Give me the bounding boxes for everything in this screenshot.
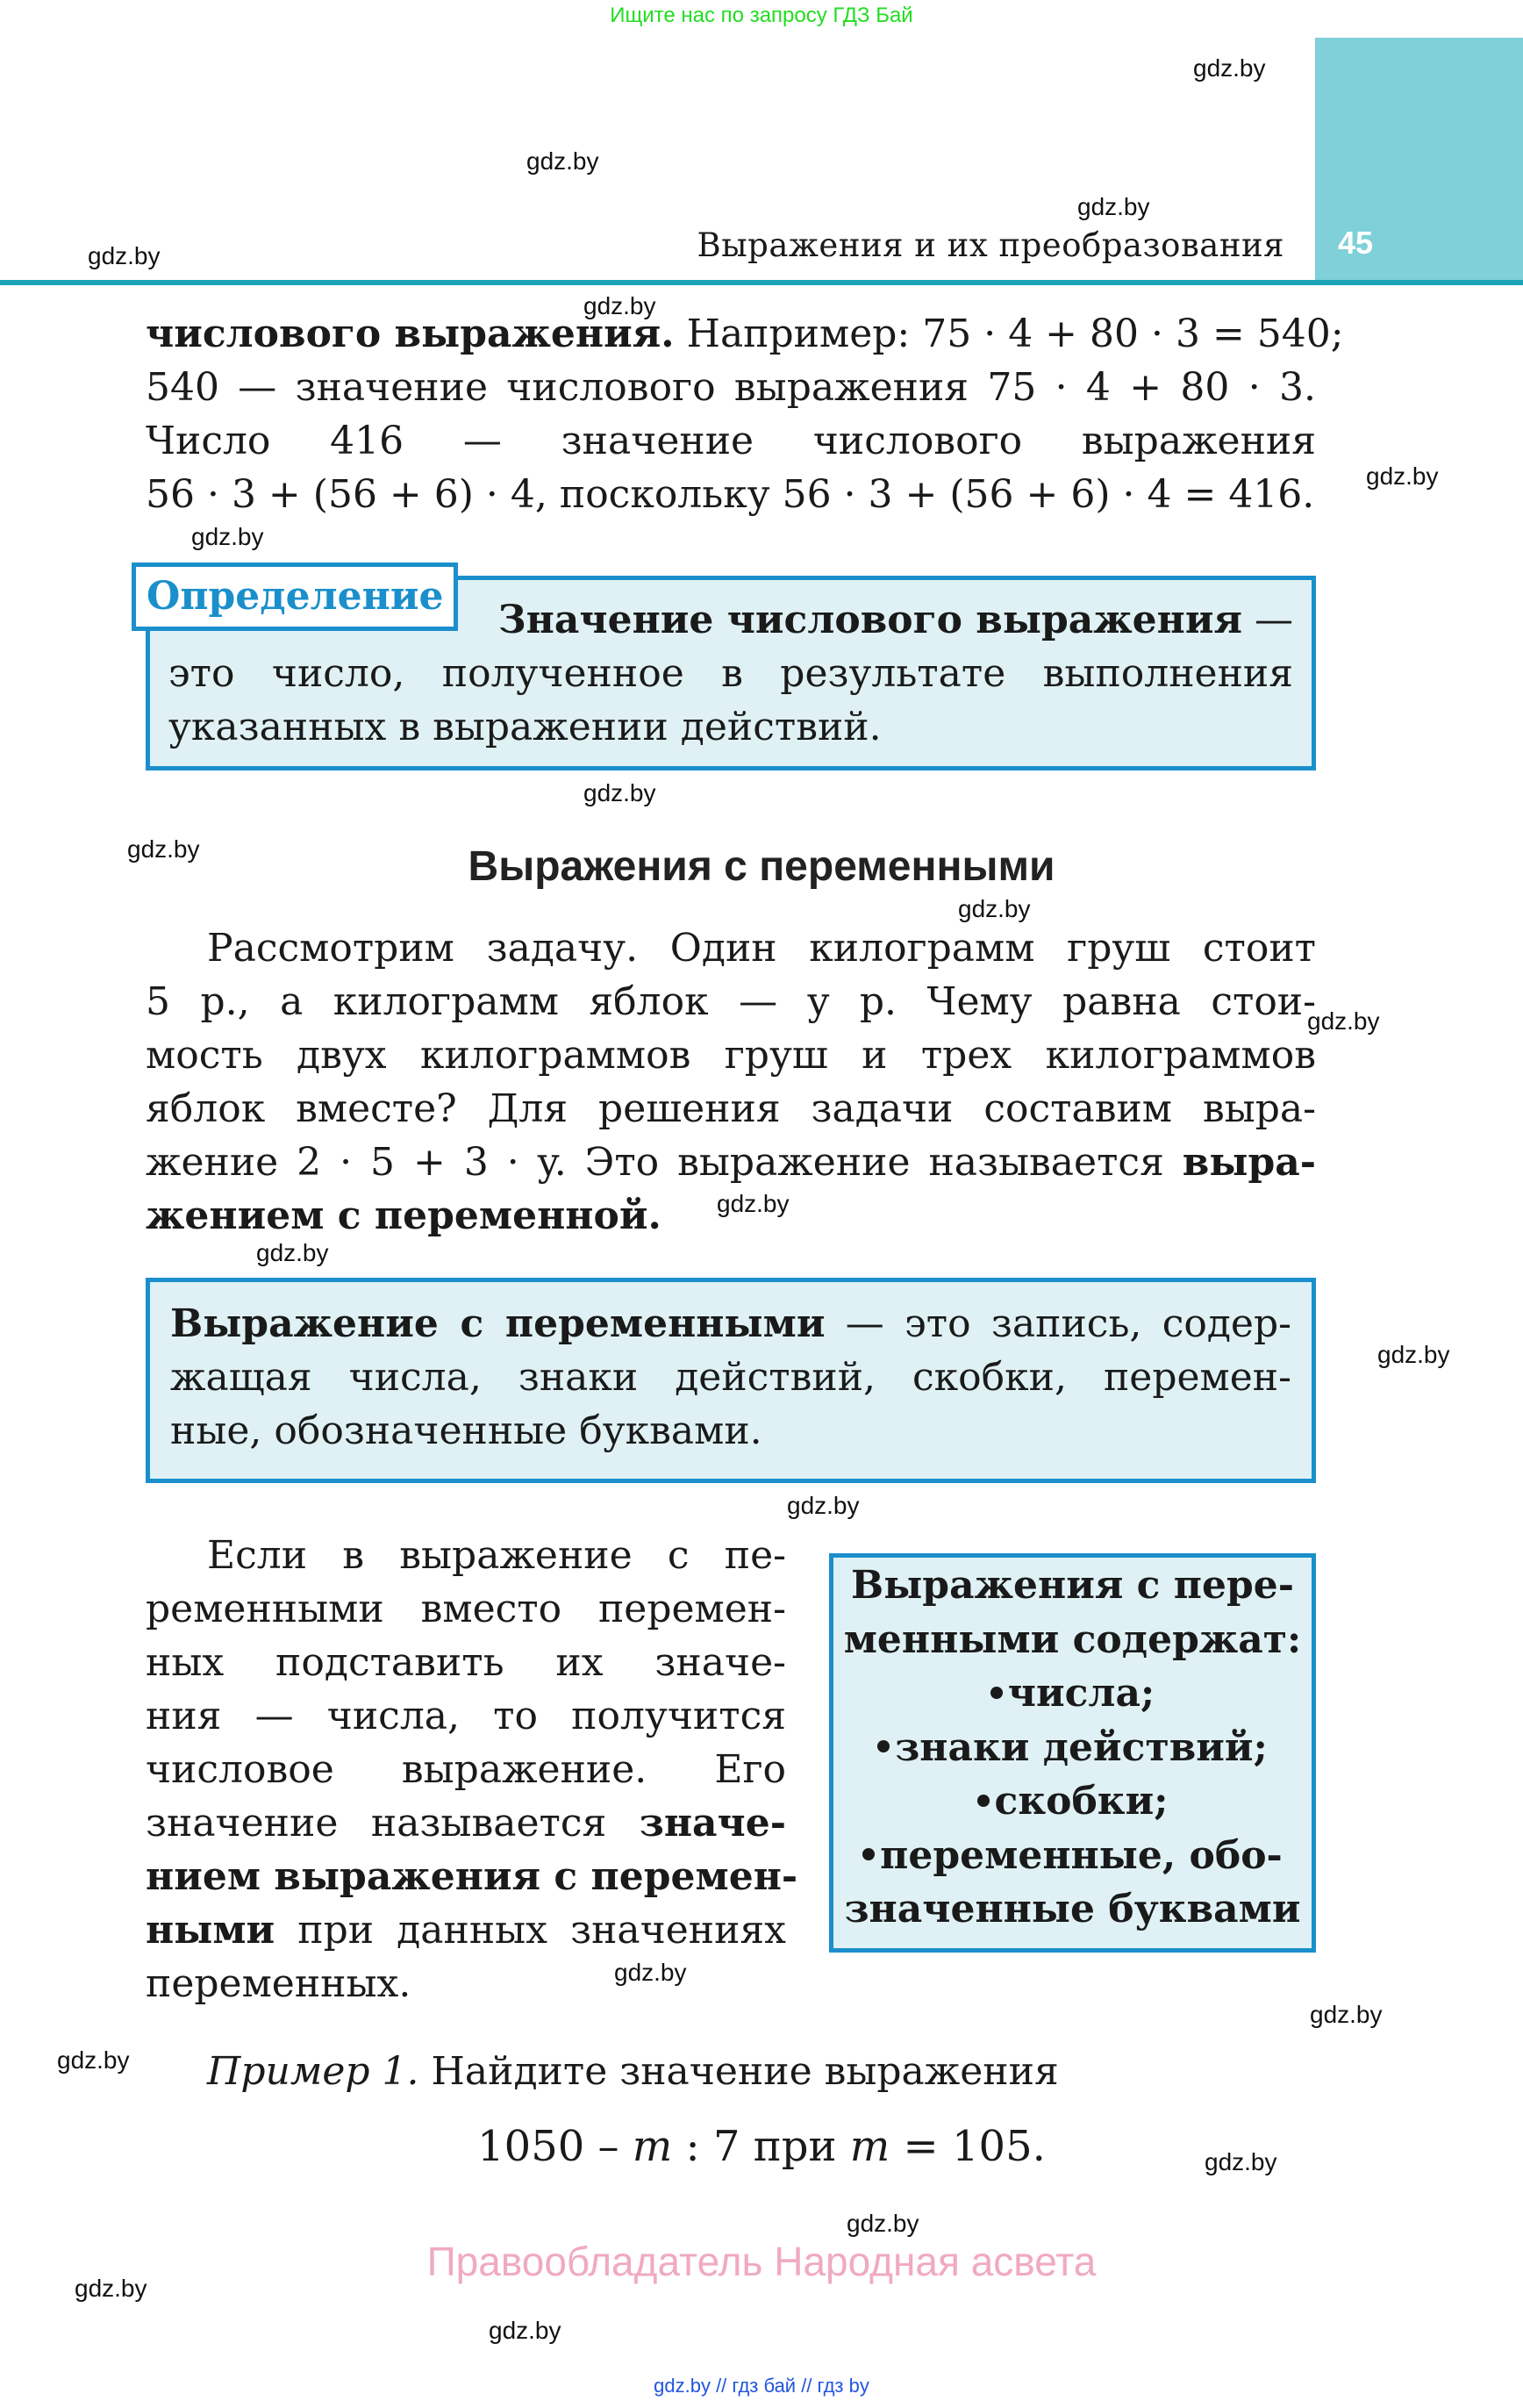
watermark: gdz.by (127, 835, 200, 863)
sub-line-5: числовое выражение. Его (146, 1747, 786, 1792)
example-line (207, 2045, 1059, 2098)
vdef-line-2: жащая числа, знаки действий, скобки, перемен- (170, 1355, 1291, 1400)
example-label: Пример 1. (207, 2049, 419, 2094)
contains-item-text: числа; (1007, 1671, 1155, 1716)
watermark: gdz.by (1077, 193, 1150, 220)
copyright-text: Правообладатель Народная асвета (426, 2239, 1097, 2284)
bold-term: значе- (639, 1801, 786, 1845)
example-expression (0, 2120, 1523, 2174)
header-divider (0, 280, 1523, 285)
intro-line-2: 540 — значение числового выражения 75 · 4 + 80 · 3. (146, 365, 1316, 410)
sub-line-4: ния — числа, то получится (146, 1694, 786, 1738)
bold-term: числового выражения. (146, 312, 675, 356)
task-line-5 (146, 1136, 1316, 1189)
watermark: gdz.by (57, 2046, 130, 2074)
bullet-icon (990, 1687, 1003, 1699)
dash: — (1242, 598, 1293, 642)
watermark: gdz.by (1193, 54, 1266, 82)
intro-line-3: Число 416 — значение числового выражения (146, 419, 1316, 463)
task-line-2: 5 р., а килограмм яблок — y р. Чему равна стои- (146, 979, 1316, 1024)
intro-line-text: Например: 75 · 4 + 80 · 3 = 540; (674, 312, 1344, 356)
contains-last-line: значенные буквами (844, 1887, 1301, 1931)
contains-item-2 (838, 1721, 1307, 1775)
bold-term: ными (146, 1908, 275, 1953)
contains-item-3 (838, 1774, 1307, 1829)
contains-item-text: переменные, обо- (880, 1832, 1283, 1878)
variable-definition-text (170, 1297, 1291, 1458)
watermark: gdz.by (88, 242, 161, 269)
definition-line-3: указанных в выражении действий. (168, 705, 882, 749)
watermark: gdz.by (583, 292, 656, 319)
watermark: gdz.by (1307, 1007, 1380, 1035)
watermark: gdz.by (1366, 462, 1439, 490)
task-line-3: мость двух килограммов груш и трех килограммов (146, 1033, 1316, 1078)
task-line-1: Рассмотрим задачу. Один килограмм груш стоит (207, 926, 1316, 971)
vdef-line-1-text: — это запись, содер- (825, 1301, 1292, 1346)
running-title: Выражения и их преобразования (697, 226, 1284, 264)
task-line-4: яблок вместе? Для решения задачи составим выра- (146, 1086, 1316, 1131)
sub-line-9: переменных. (146, 1961, 411, 2006)
bullet-icon (977, 1795, 990, 1807)
expr-variable: m (849, 2122, 890, 2171)
definition-tag: Определение (132, 563, 458, 631)
watermark: gdz.by (1310, 2001, 1383, 2028)
definition-line-1 (168, 593, 1293, 647)
definition-term: Значение числового выражения (497, 598, 1242, 642)
contains-item-4 (838, 1829, 1307, 1883)
sub-line-6-text: значение называется (146, 1801, 640, 1845)
watermark: gdz.by (847, 2210, 919, 2237)
top-banner: Ищите нас по запросу ГДЗ Бай (610, 4, 913, 27)
contains-item-text: знаки действий; (895, 1724, 1268, 1770)
expr-part: : 7 при (672, 2122, 850, 2171)
watermark: gdz.by (526, 147, 599, 175)
sub-line-3: ных подставить их значе- (146, 1640, 786, 1685)
sub-line-8 (146, 1903, 786, 1957)
vdef-line-3: ные, обозначенные буквами. (170, 1408, 762, 1453)
intro-line-1 (146, 307, 1344, 361)
sub-line-8-text: при данных значениях (275, 1908, 786, 1953)
sub-line-2: ременными вместо перемен- (146, 1587, 786, 1631)
bullet-icon (877, 1740, 890, 1752)
watermark: gdz.by (191, 523, 264, 550)
task-paragraph (146, 921, 1316, 1243)
watermark: gdz.by (958, 895, 1031, 922)
watermark: gdz.by (1377, 1341, 1450, 1368)
definition-text (168, 593, 1293, 754)
watermark: gdz.by (489, 2317, 561, 2344)
intro-line-4: 56 · 3 + (56 + 6) · 4, поскольку 56 · 3 + (56 + 6) · 4 = 416. (146, 472, 1315, 517)
watermark: gdz.by (717, 1190, 790, 1217)
intro-paragraph (146, 307, 1344, 521)
section-title: Выражения с переменными (468, 843, 1055, 890)
watermark: gdz.by (583, 779, 656, 806)
watermark: gdz.by (75, 2275, 147, 2302)
bold-term: выра- (1182, 1140, 1316, 1185)
watermark: gdz.by (787, 1492, 860, 1519)
definition-line-2: это число, полученное в результате выполнения (168, 651, 1293, 696)
watermark: gdz.by (1205, 2148, 1277, 2175)
bold-term: жением с переменной. (146, 1193, 661, 1238)
page-number: 45 (1338, 225, 1374, 261)
expr-part: 1050 – (477, 2122, 633, 2171)
bullet-icon (862, 1848, 875, 1860)
watermark: gdz.by (614, 1959, 687, 1986)
sub-line-1: Если в выражение с пе- (207, 1533, 786, 1578)
task-line-5-text: жение 2 · 5 + 3 · y. Это выражение называется (146, 1140, 1183, 1185)
expr-part: = 105. (890, 2122, 1046, 2171)
bold-term: нием выражения с перемен- (146, 1854, 798, 1899)
substitution-paragraph (146, 1529, 798, 2010)
footer-links[interactable]: gdz.by // гдз бай // гдз by (654, 2375, 869, 2397)
contains-title-2: менными содержат: (843, 1616, 1302, 1662)
sub-line-6 (146, 1796, 786, 1850)
expr-variable: m (632, 2122, 673, 2171)
contains-box-content (838, 1559, 1307, 1937)
definition-term: Выражение с переменными (170, 1301, 826, 1346)
vdef-line-1 (170, 1297, 1291, 1351)
watermark: gdz.by (256, 1239, 329, 1266)
contains-item-text: скобки; (994, 1779, 1169, 1824)
sub-line-7 (146, 1850, 798, 1903)
contains-item-1 (838, 1666, 1307, 1721)
example-text: Найдите значение выражения (418, 2049, 1059, 2094)
task-line-6 (146, 1189, 1316, 1243)
contains-title-1: Выражения с пере- (851, 1563, 1294, 1608)
